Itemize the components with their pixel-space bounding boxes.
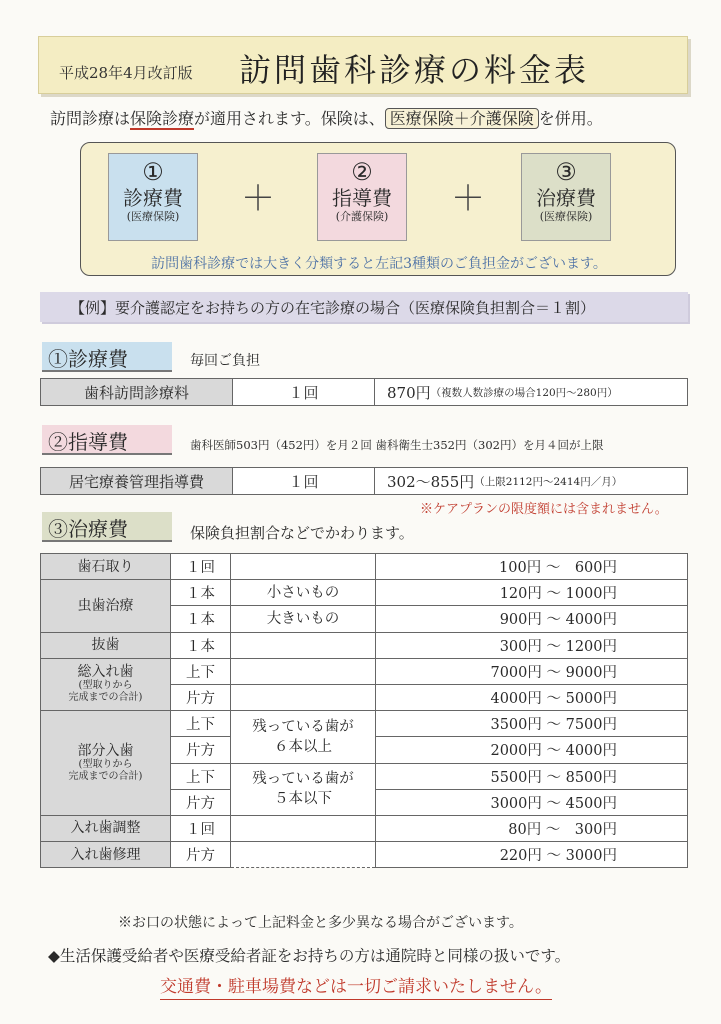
section-guidance-title: ②指導費	[42, 425, 172, 455]
treatment-fee-table	[40, 553, 688, 868]
treatment-qty: １本	[171, 580, 231, 606]
treatment-desc: ６本以上	[274, 738, 332, 755]
section-consultation-note: 毎回ご負担	[190, 353, 260, 369]
treatment-desc	[231, 554, 376, 580]
section-treatment-note: 保険負担割合などでかわります。	[190, 524, 414, 542]
treatment-sub: (型取りから	[78, 759, 133, 770]
table-row	[41, 580, 688, 606]
treatment-desc	[231, 815, 376, 841]
cost-box-number: ①	[142, 158, 164, 186]
cost-composition-panel	[80, 142, 676, 276]
fee-price-note: （上限2112円～2414円／月）	[474, 475, 623, 488]
intro-part1: 訪問診療は	[50, 109, 131, 128]
fee-price-cell	[375, 468, 687, 494]
treatment-desc	[231, 684, 376, 710]
treatment-qty: １回	[171, 815, 231, 841]
cost-box-guidance	[317, 153, 407, 241]
treatment-price: 120円 ～ 1000円	[376, 580, 688, 606]
fee-price-cell	[375, 379, 687, 405]
plus-icon: ＋	[451, 179, 485, 219]
treatment-price: 3000円 ～ 4500円	[376, 789, 688, 815]
treatment-name-cell	[41, 711, 171, 816]
cost-box-treatment	[521, 153, 611, 241]
treatment-name: 総入れ歯	[77, 664, 134, 681]
treatment-desc: 残っている歯が	[252, 718, 354, 735]
welfare-note: ◆生活保護受給者や医療受給者証をお持ちの方は通院時と同様の扱いです。	[48, 947, 571, 965]
treatment-desc-cell	[231, 763, 376, 815]
treatment-desc: ５本以下	[274, 791, 332, 808]
fee-qty: １回	[233, 468, 375, 494]
treatment-name: 入れ歯修理	[41, 842, 171, 868]
intro-part2: が適用されます。保険は、	[194, 109, 385, 128]
transport-note: 交通費・駐車場費などは一切ご請求いたしません。	[160, 972, 552, 1000]
treatment-price: 4000円 ～ 5000円	[376, 684, 688, 710]
intro-underlined: 保険診療	[130, 109, 195, 128]
cost-box-insurance: (医療保険)	[126, 210, 180, 223]
care-plan-note: ※ケアプランの限度額には含まれません。	[420, 502, 668, 517]
treatment-name: 部分入歯	[77, 743, 134, 759]
fee-price: 302～855円	[387, 472, 475, 491]
treatment-qty: 片方	[171, 789, 231, 815]
cost-box-insurance: (介護保険)	[335, 210, 389, 223]
cost-box-name: 指導費	[332, 186, 392, 210]
treatment-desc: 小さいもの	[231, 580, 376, 606]
table-row	[41, 658, 688, 684]
intro-part3: を併用。	[538, 109, 603, 128]
page-title: 訪問歯科診療の料金表	[239, 51, 590, 89]
treatment-qty: １回	[171, 554, 231, 580]
treatment-desc	[231, 632, 376, 658]
treatment-price: 80円 ～ 300円	[376, 815, 688, 841]
treatment-price: 100円 ～ 600円	[376, 554, 688, 580]
cost-box-number: ③	[555, 158, 577, 186]
treatment-desc	[231, 842, 376, 868]
fee-name: 歯科訪問診療料	[41, 379, 233, 405]
treatment-price: 2000円 ～ 4000円	[376, 737, 688, 763]
table-row	[41, 554, 688, 580]
fee-qty: １回	[233, 379, 375, 405]
cost-box-name: 治療費	[536, 186, 596, 210]
treatment-price: 220円 ～ 3000円	[376, 842, 688, 868]
treatment-name: 歯石取り	[41, 554, 171, 580]
treatment-desc: 残っている歯が	[252, 771, 354, 788]
plus-icon: ＋	[241, 179, 275, 219]
title-banner	[38, 36, 688, 94]
example-heading: 【例】要介護認定をお持ちの方の在宅診療の場合（医療保険負担割合＝１割）	[40, 292, 688, 322]
cost-box-consultation	[108, 153, 198, 241]
treatment-sub: (型取りから	[78, 680, 133, 692]
intro-text	[50, 106, 603, 129]
treatment-qty: １本	[171, 632, 231, 658]
fee-name: 居宅療養管理指導費	[41, 468, 233, 494]
treatment-desc: 大きいもの	[231, 606, 376, 632]
table-row	[41, 842, 688, 868]
treatment-name-cell	[41, 658, 171, 710]
section-guidance-note: 歯科医師503円（452円）を月２回 歯科衛生士352円（302円）を月４回が上限	[190, 438, 604, 452]
fee-price: 870円	[387, 383, 431, 402]
cost-box-number: ②	[351, 158, 373, 186]
intro-boxed: 医療保険＋介護保険	[385, 108, 539, 129]
treatment-qty: １本	[171, 606, 231, 632]
cost-box-insurance: (医療保険)	[539, 210, 593, 223]
section-consultation-title: ①診療費	[42, 342, 172, 372]
treatment-sub: 完成までの合計)	[68, 692, 143, 704]
treatment-name: 入れ歯調整	[41, 815, 171, 841]
treatment-price: 7000円 ～ 9000円	[376, 658, 688, 684]
treatment-price: 3500円 ～ 7500円	[376, 711, 688, 737]
composition-note: 訪問歯科診療では大きく分類すると左記3種類のご負担金がございます。	[151, 256, 607, 272]
treatment-name: 虫歯治療	[41, 580, 171, 632]
treatment-price: 5500円 ～ 8500円	[376, 763, 688, 789]
cost-box-name: 診療費	[123, 186, 183, 210]
treatment-qty: 片方	[171, 737, 231, 763]
treatment-qty: 上下	[171, 711, 231, 737]
fee-price-note: （複数人数診療の場合120円～280円）	[430, 386, 618, 399]
edition-label: 平成28年4月改訂版	[59, 64, 193, 82]
fee-row-guidance	[40, 467, 688, 495]
treatment-desc-cell	[231, 711, 376, 763]
treatment-desc	[231, 658, 376, 684]
treatment-name: 抜歯	[41, 632, 171, 658]
treatment-price: 300円 ～ 1200円	[376, 632, 688, 658]
table-row	[41, 711, 688, 737]
price-variation-note: ※お口の状態によって上記料金と多少異なる場合がございます。	[118, 915, 523, 931]
table-row	[41, 815, 688, 841]
treatment-qty: 上下	[171, 658, 231, 684]
treatment-qty: 上下	[171, 763, 231, 789]
treatment-qty: 片方	[171, 684, 231, 710]
treatment-sub: 完成までの合計)	[68, 771, 143, 782]
table-row	[41, 632, 688, 658]
treatment-price: 900円 ～ 4000円	[376, 606, 688, 632]
fee-row-consultation	[40, 378, 688, 406]
treatment-qty: 片方	[171, 842, 231, 868]
section-treatment-title: ③治療費	[42, 512, 172, 542]
